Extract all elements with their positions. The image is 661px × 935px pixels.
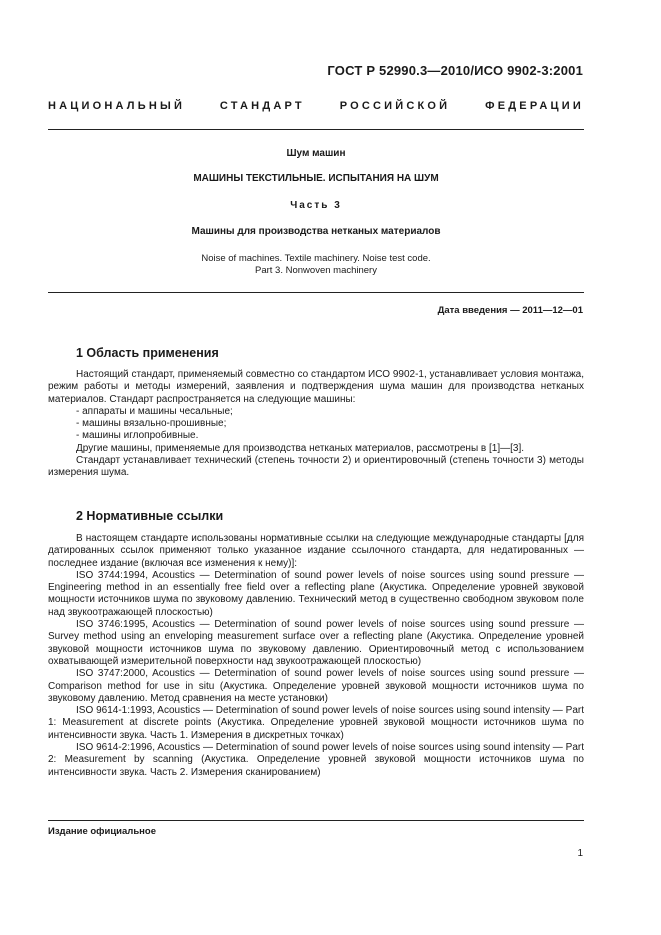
section-1-paragraph: Стандарт устанавливает технический (степень точности 2) и ориентировочный (степень точности 3) методы измерения шума. bbox=[48, 455, 584, 479]
english-title bbox=[48, 253, 584, 277]
national-standard-banner: НАЦИОНАЛЬНЫЙ СТАНДАРТ РОССИЙСКОЙ ФЕДЕРАЦИИ bbox=[48, 100, 584, 112]
part-label: Часть 3 bbox=[290, 200, 342, 211]
section-2-paragraph: В настоящем стандарте использованы нормативные ссылки на следующие международные стандарты [для датированных ссылок применяют только указанное издание ссылочного стандарта, для недатированных — последнее издание (включая все изменения к нему)]: bbox=[48, 533, 584, 569]
english-title-line-1: Noise of machines. Textile machinery. Noise test code. bbox=[201, 253, 431, 264]
section-1-paragraph: Другие машины, применяемые для производства нетканых материалов, рассмотрены в [1]—[3]. bbox=[76, 442, 525, 454]
page-number: 1 bbox=[577, 848, 583, 859]
reference-item: ISO 9614-2:1996, Acoustics — Determination of sound power levels of noise sources using sound intensity — Part 2: Measurement by scanning (Акустика. Определение уровней звуковой мощности источников шума по интенсивности звука. Часть 2. Измерения сканированием) bbox=[48, 742, 584, 778]
gost-code: ГОСТ Р 52990.3—2010/ИСО 9902-3:2001 bbox=[327, 63, 583, 78]
introduction-date: Дата введения — 2011—12—01 bbox=[437, 305, 583, 316]
list-item: - машины иглопробивные. bbox=[76, 430, 199, 442]
section-1-heading: 1 Область применения bbox=[76, 346, 219, 360]
footer-divider bbox=[48, 820, 584, 821]
reference-item: ISO 3744:1994, Acoustics — Determination of sound power levels of noise sources using sound pressure — Engineering method in an essentially free field over a reflecting plane (Акустика. Определение уровней звуковой мощности источников шума по звуковому давлению. Технический метод в существенно свободном звуковом поле над звукоотражающей плоскостью) bbox=[48, 569, 584, 618]
part-title: Машины для производства нетканых материалов bbox=[191, 226, 441, 237]
section-1-body bbox=[48, 369, 584, 480]
top-divider bbox=[48, 129, 584, 130]
section-1-paragraph: Настоящий стандарт, применяемый совместно со стандартом ИСО 9902-1, устанавливает условия монтажа, режим работы и методы измерений, заявления и подтверждения шума машин для производства нетканых материалов. Стандарт распространяется на следующие машины: bbox=[48, 369, 584, 405]
list-item: - аппараты и машины чесальные; bbox=[76, 405, 233, 417]
english-title-line-2: Part 3. Nonwoven machinery bbox=[255, 265, 377, 276]
subject-heading: Шум машин bbox=[286, 148, 346, 159]
section-2-body bbox=[48, 533, 584, 779]
list-item: - машины вязально-прошивные; bbox=[76, 418, 227, 430]
reference-item: ISO 9614-1:1993, Acoustics — Determination of sound power levels of noise sources using sound intensity — Part 1: Measurement at discrete points (Акустика. Определение уровней звуковой мощности источников шума по интенсивности звука. Часть 1. Измерения в дискретных точках) bbox=[48, 705, 584, 741]
middle-divider bbox=[48, 292, 584, 293]
section-2-heading: 2 Нормативные ссылки bbox=[76, 509, 224, 523]
reference-item: ISO 3747:2000, Acoustics — Determination of sound power levels of noise sources using sound pressure — Comparison method for use in situ (Акустика. Определение уровней звуковой мощности источников шума по звуковому давлению. Метод сравнения на месте установки) bbox=[48, 668, 584, 704]
document-title: МАШИНЫ ТЕКСТИЛЬНЫЕ. ИСПЫТАНИЯ НА ШУМ bbox=[193, 173, 439, 184]
edition-label: Издание официальное bbox=[48, 826, 156, 837]
reference-item: ISO 3746:1995, Acoustics — Determination of sound power levels of noise sources using sound pressure — Survey method using an enveloping measurement surface over a reflecting plane (Акустика. Определение уровней звуковой мощности источников шума по звуковому давлению. Ориентировочный метод с использованием охватывающей измерительной поверхности над звукоотражающей плоскостью) bbox=[48, 619, 584, 667]
